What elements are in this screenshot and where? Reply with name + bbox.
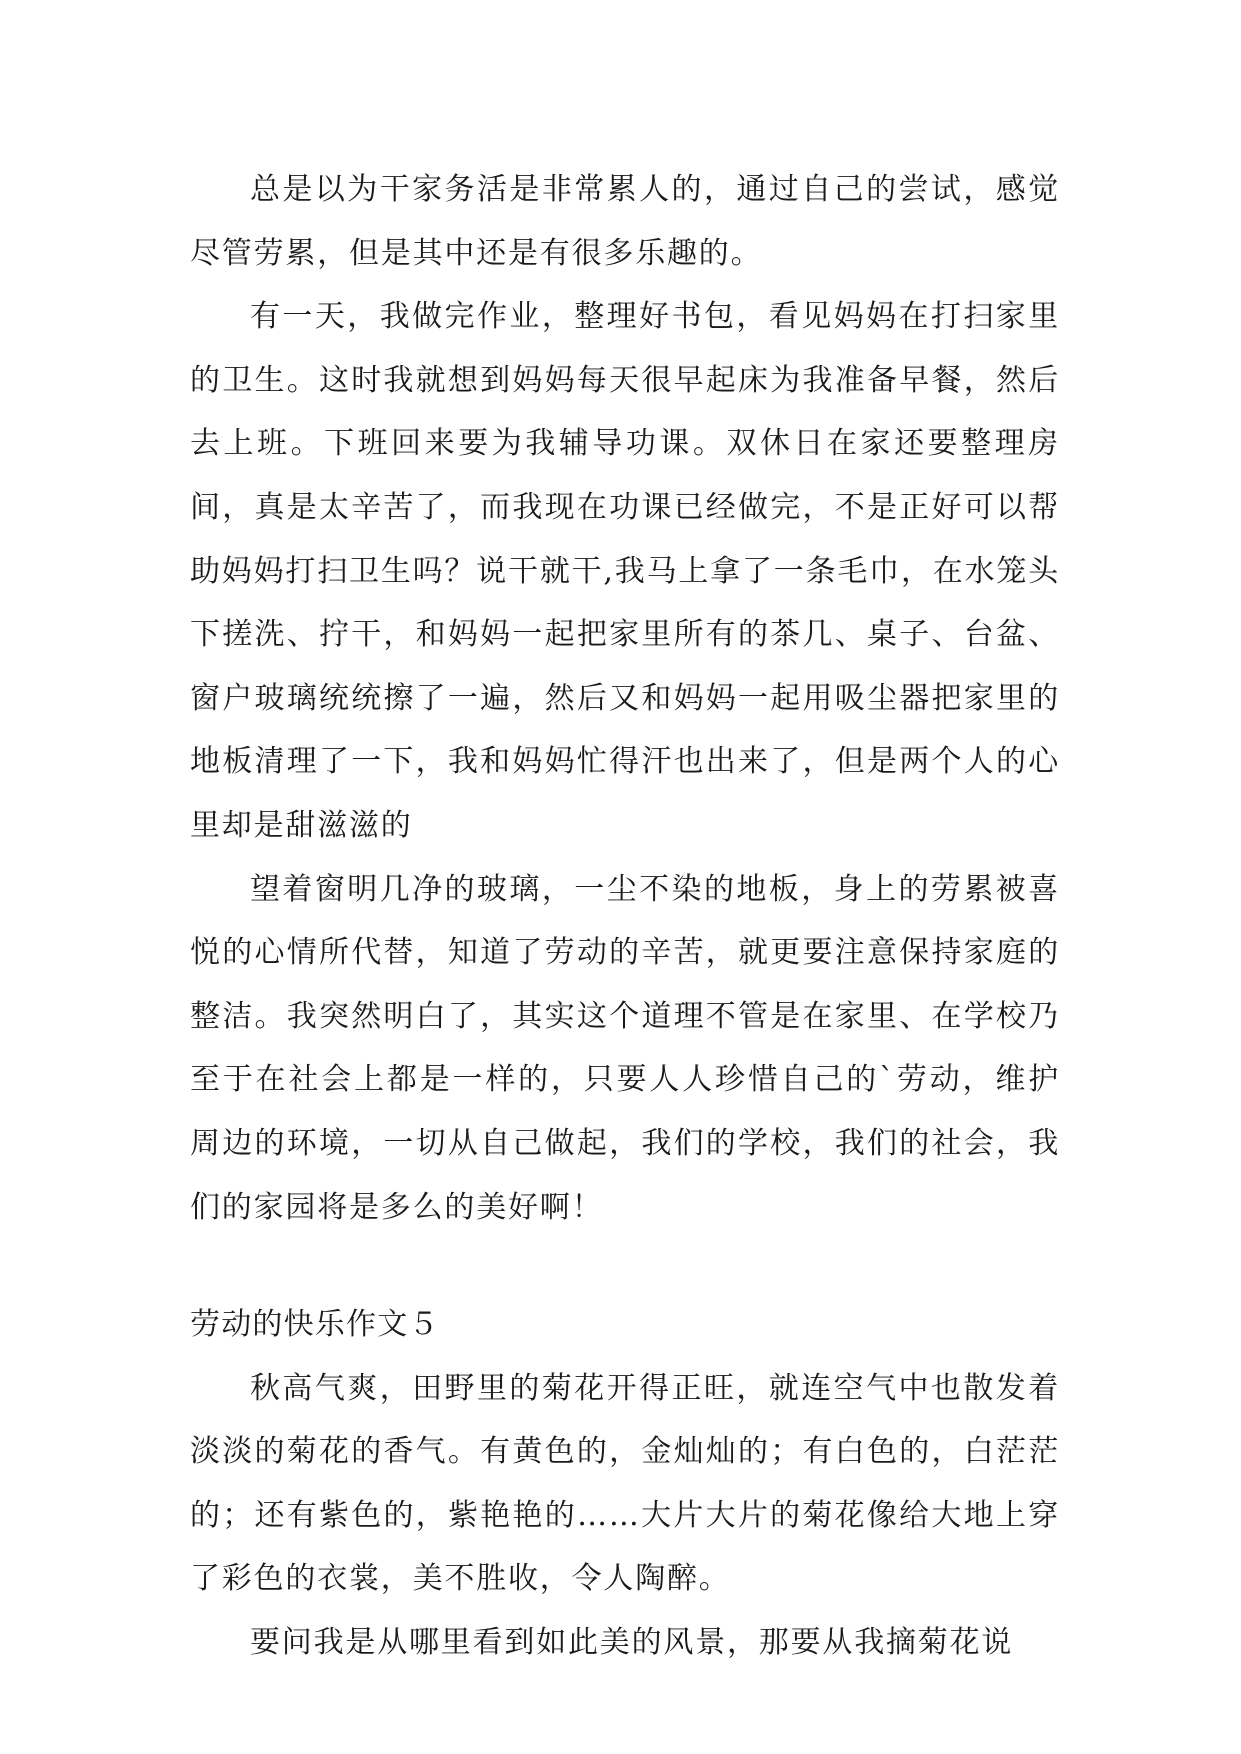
section-title: 劳动的快乐作文５ (190, 1307, 440, 1343)
paragraph: 总是以为干家务活是非常累人的，通过自己的尝试，感觉尽管劳累，但是其中还是有很多乐趣的。 (190, 172, 1060, 271)
paragraph: 要问我是从哪里看到如此美的风景，那要从我摘菊花说 (250, 1625, 1014, 1661)
paragraph: 有一天，我做完作业，整理好书包，看见妈妈在打扫家里的卫生。这时我就想到妈妈每天很早起床为我准备早餐，然后去上班。下班回来要为我辅导功课。双休日在家还要整理房间，真是太辛苦了，而我现在功课已经做完，不是正好可以帮助妈妈打扫卫生吗？说干就干,我马上拿了一条毛巾，在水笼头下搓洗、拧干，和妈妈一起把家里所有的茶几、桌子、台盆、窗户玻璃统统擦了一遍，然后又和妈妈一起用吸尘器把家里的地板清理了一下，我和妈妈忙得汗也出来了，但是两个人的心里却是甜滋滋的 (190, 299, 1060, 843)
paragraph: 秋高气爽，田野里的菊花开得正旺，就连空气中也散发着淡淡的菊花的香气。有黄色的，金灿灿的；有白色的，白茫茫的；还有紫色的，紫艳艳的……大片大片的菊花像给大地上穿了彩色的衣裳，美不胜收，令人陶醉。 (190, 1370, 1060, 1597)
paragraph: 望着窗明几净的玻璃，一尘不染的地板，身上的劳累被喜悦的心情所代替，知道了劳动的辛苦，就更要注意保持家庭的整洁。我突然明白了，其实这个道理不管是在家里、在学校乃至于在社会上都是一样的，只要人人珍惜自己的`劳动，维护周边的环境，一切从自己做起，我们的学校，我们的社会，我们的家园将是多么的美好啊！ (190, 871, 1060, 1225)
document-body (190, 158, 1060, 1675)
